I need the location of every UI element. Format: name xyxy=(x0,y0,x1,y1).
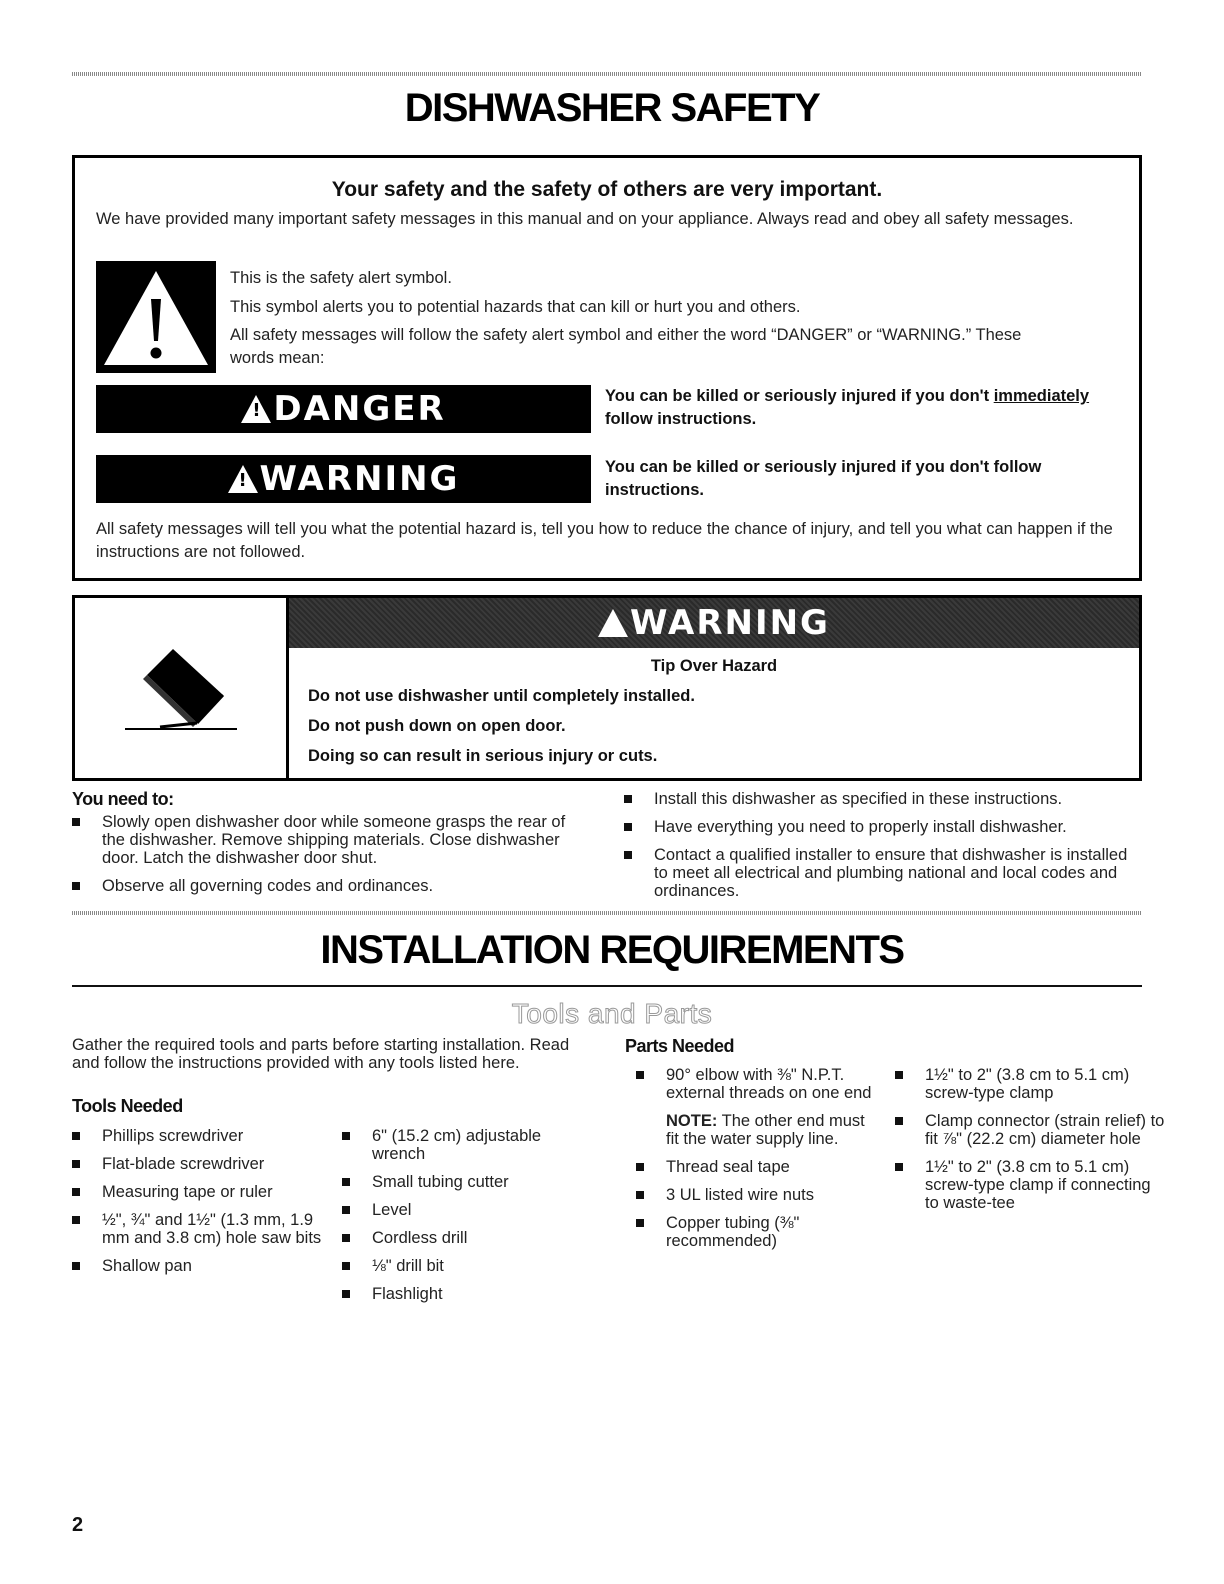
tools-and-parts-subtitle: Tools and Parts xyxy=(511,998,713,1029)
warning-alert-icon xyxy=(228,465,258,493)
you-need-right-list xyxy=(624,790,1144,910)
danger-text-underline: immediately xyxy=(993,387,1090,405)
list-item: Install this dishwasher as specified in these instructions. xyxy=(624,790,1144,808)
tip-over-illustration xyxy=(105,643,245,733)
list-item: 1½" to 2" (3.8 cm to 5.1 cm) screw-type clamp xyxy=(895,1066,1165,1102)
list-item: Shallow pan xyxy=(72,1257,332,1275)
page-number: 2 xyxy=(72,1514,84,1536)
parts-list-col1 xyxy=(636,1066,876,1260)
danger-alert-icon xyxy=(241,395,271,423)
danger-description xyxy=(605,385,1135,431)
hazard-line-2: Do not push down on open door. xyxy=(308,717,566,735)
alert-line-2: This symbol alerts you to potential hazards that can kill or hurt you and others. xyxy=(230,298,801,316)
you-need-left-list xyxy=(72,813,587,905)
warning-description: You can be killed or seriously injured if you don't follow instructions. xyxy=(605,458,1042,499)
page-title: DISHWASHER SAFETY xyxy=(404,86,820,130)
safety-box xyxy=(72,155,1142,581)
tip-over-warning-box xyxy=(72,595,1142,781)
tools-list-col1 xyxy=(72,1127,332,1285)
danger-text-pre: You can be killed or seriously injured if you don't xyxy=(605,387,994,405)
list-item: Measuring tape or ruler xyxy=(72,1183,332,1201)
parts-elbow-text: 90° elbow with ⅜" N.P.T. external threads on one end xyxy=(666,1066,872,1102)
list-item: Contact a qualified installer to ensure that dishwasher is installed to meet all electrical and plumbing national and local codes and ordinances. xyxy=(624,846,1144,900)
install-rule xyxy=(72,985,1142,987)
list-item: Clamp connector (strain relief) to fit ⅞" (22.2 cm) diameter hole xyxy=(895,1112,1165,1148)
danger-text-post: follow instructions. xyxy=(605,410,757,428)
tip-over-alert-icon xyxy=(598,609,628,637)
list-item: 1½" to 2" (3.8 cm to 5.1 cm) screw-type clamp if connecting to waste-tee xyxy=(895,1158,1165,1212)
list-item: Thread seal tape xyxy=(636,1158,876,1176)
install-title: INSTALLATION REQUIREMENTS xyxy=(320,928,904,972)
hazard-line-1: Do not use dishwasher until completely installed. xyxy=(308,687,695,705)
warning-signal-word xyxy=(96,455,591,503)
parts-note xyxy=(666,1112,876,1148)
tools-needed-heading: Tools Needed xyxy=(72,1096,183,1116)
warning-triangle-icon xyxy=(96,261,216,373)
warning-label: WARNING xyxy=(259,459,460,499)
danger-label: DANGER xyxy=(273,389,446,429)
list-item: Cordless drill xyxy=(342,1229,582,1247)
list-item: Phillips screwdriver xyxy=(72,1127,332,1145)
safety-heading: Your safety and the safety of others are very important. xyxy=(331,178,883,201)
tip-over-signal-word xyxy=(289,598,1139,648)
hazard-line-3: Doing so can result in serious injury or cuts. xyxy=(308,747,658,765)
list-item: 3 UL listed wire nuts xyxy=(636,1186,876,1204)
list-item: Copper tubing (⅜" recommended) xyxy=(636,1214,876,1250)
you-need-heading: You need to: xyxy=(72,789,174,809)
tools-list-col2 xyxy=(342,1127,582,1313)
list-item: 6" (15.2 cm) adjustable wrench xyxy=(342,1127,582,1163)
safety-alert-symbol xyxy=(96,261,216,373)
tip-over-icon xyxy=(105,643,245,733)
list-item: Have everything you need to properly install dishwasher. xyxy=(624,818,1144,836)
list-item: ⅛" drill bit xyxy=(342,1257,582,1275)
hazard-title: Tip Over Hazard xyxy=(650,657,778,675)
note-text: The other end must fit the water supply line. xyxy=(666,1112,865,1148)
install-intro: Gather the required tools and parts before starting installation. Read and follow the instructions provided with any tools listed here. xyxy=(72,1036,570,1072)
alert-line-3: All safety messages will follow the safety alert symbol and either the word “DANGER” or “WARNING.” These words mean: xyxy=(230,326,1022,367)
note-label: NOTE: xyxy=(666,1112,718,1130)
safety-footer: All safety messages will tell you what the potential hazard is, tell you how to reduce the chance of injury, and tell you what can happen if the instructions are not followed. xyxy=(96,520,1113,561)
list-item: Flashlight xyxy=(342,1285,582,1303)
list-item: Small tubing cutter xyxy=(342,1173,582,1191)
list-item: ½", ¾" and 1½" (1.3 mm, 1.9 mm and 3.8 cm) hole saw bits xyxy=(72,1211,332,1247)
parts-list-col2 xyxy=(895,1066,1165,1222)
list-item: Slowly open dishwasher door while someone grasps the rear of the dishwasher. Remove shipping materials. Close dishwasher door. Latch the dishwasher door shut. xyxy=(72,813,587,867)
safety-intro: We have provided many important safety messages in this manual and on your appliance. Always read and obey all safety messages. xyxy=(96,210,1074,228)
top-divider xyxy=(72,72,1142,76)
alert-line-1: This is the safety alert symbol. xyxy=(230,269,452,287)
list-item: Flat-blade screwdriver xyxy=(72,1155,332,1173)
section-divider xyxy=(72,911,1142,915)
parts-needed-heading: Parts Needed xyxy=(625,1036,735,1056)
list-item: Level xyxy=(342,1201,582,1219)
list-item xyxy=(636,1066,876,1148)
list-item: Observe all governing codes and ordinances. xyxy=(72,877,587,895)
danger-signal-word xyxy=(96,385,591,433)
tip-over-label: WARNING xyxy=(630,603,830,643)
